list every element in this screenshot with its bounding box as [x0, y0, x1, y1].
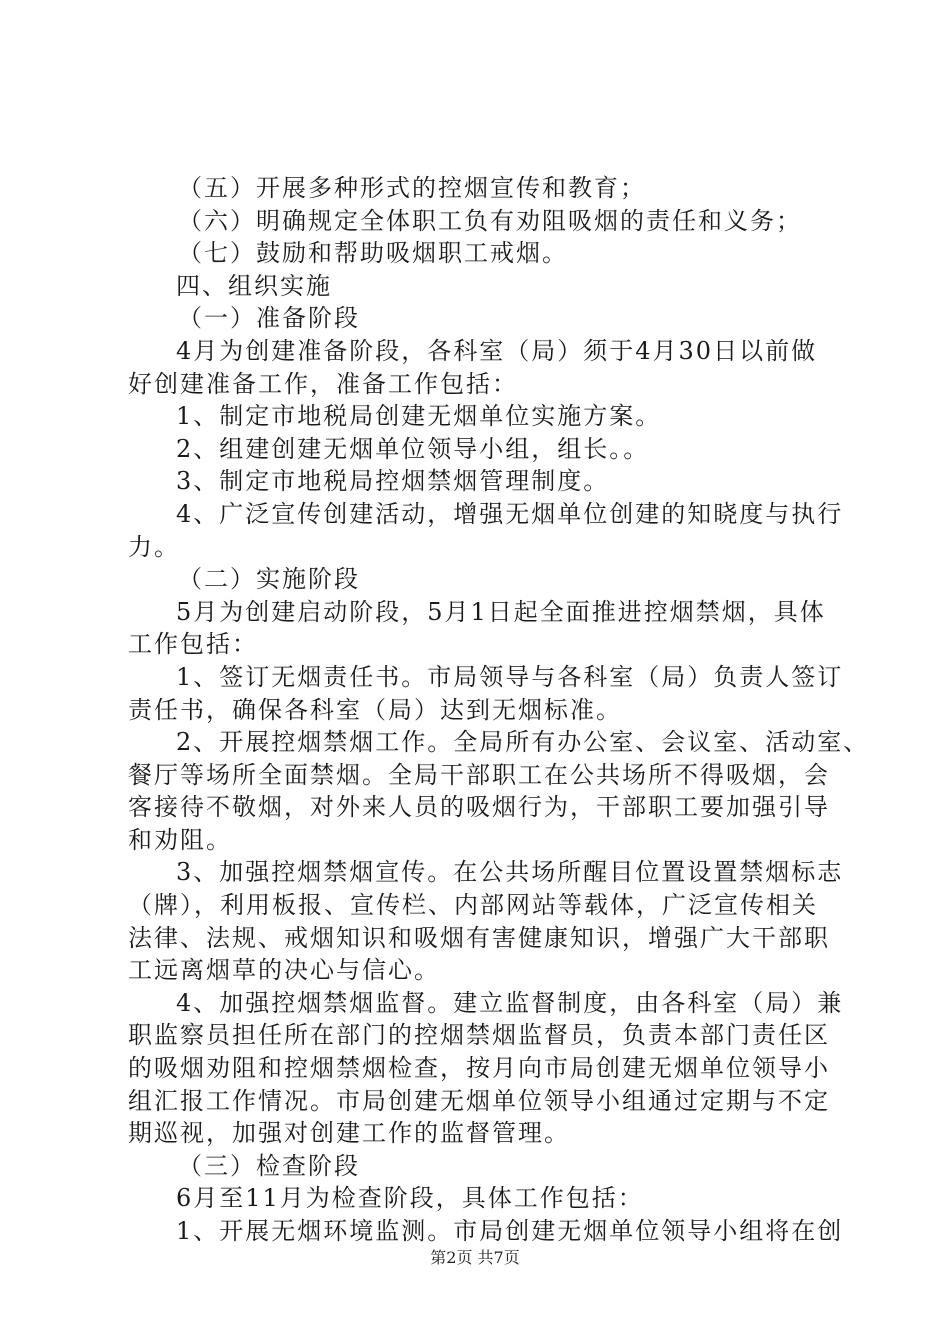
text-line: 责任书，确保各科室（局）达到无烟标准。 — [128, 695, 622, 724]
text-line: 餐厅等场所全面禁烟。全局干部职工在公共场所不得吸烟，会 — [128, 760, 830, 789]
text-line: 3、制定市地税局控烟禁烟管理制度。 — [176, 467, 610, 496]
text-line: 和劝阻。 — [128, 825, 232, 854]
text-line: （七）鼓励和帮助吸烟职工戒烟。 — [178, 239, 568, 268]
text-line: 法律、法规、戒烟知识和吸烟有害健康知识，增强广大干部职 — [128, 923, 830, 952]
text-line: 期巡视，加强对创建工作的监督管理。 — [128, 1119, 570, 1148]
text-line: （五）开展多种形式的控烟宣传和教育； — [178, 174, 646, 202]
text-line: 3、加强控烟禁烟宣传。在公共场所醒目位置设置禁烟标志 — [176, 858, 844, 887]
text-line: 1、开展无烟环境监测。市局创建无烟单位领导小组将在创 — [176, 1217, 844, 1245]
text-line: 4、广泛宣传创建活动，增强无烟单位创建的知晓度与执行 — [176, 499, 844, 528]
text-line: 职监察员担任所在部门的控烟禁烟监督员，负责本部门责任区 — [128, 1021, 830, 1050]
page-footer: 第2页 共7页 — [430, 1248, 520, 1267]
text-line: 的吸烟劝阻和控烟禁烟检查，按月向市局创建无烟单位领导小 — [128, 1054, 830, 1083]
text-line: 4、加强控烟禁烟监督。建立监督制度，由各科室（局）兼 — [176, 988, 844, 1017]
text-line: 力。 — [128, 532, 180, 561]
text-line: （六）明确规定全体职工负有劝阻吸烟的责任和义务； — [178, 206, 802, 235]
text-line: 1、签订无烟责任书。市局领导与各科室（局）负责人签订 — [176, 662, 844, 691]
text-line: 工作包括： — [128, 630, 258, 659]
text-line: 2、开展控烟禁烟工作。全局所有办公室、会议室、活动室、 — [176, 728, 870, 757]
text-line: 好创建准备工作，准备工作包括： — [128, 369, 518, 398]
text-line: 四、组织实施 — [176, 271, 332, 300]
document-body — [128, 172, 870, 1248]
text-line: 5月为创建启动阶段，5月1日起全面推进控烟禁烟，具体 — [176, 597, 826, 626]
text-line: 4月为创建准备阶段，各科室（局）须于4月30日以前做 — [176, 336, 818, 365]
text-line: 客接待不敬烟，对外来人员的吸烟行为，干部职工要加强引导 — [128, 793, 830, 822]
text-line: （二）实施阶段 — [178, 565, 360, 594]
text-line: 工远离烟草的决心与信心。 — [128, 956, 440, 985]
text-line: 1、制定市地税局创建无烟单位实施方案。 — [176, 402, 662, 431]
text-line: 6月至11月为检查阶段，具体工作包括： — [176, 1184, 644, 1213]
text-line: （牌），利用板报、宣传栏、内部网站等载体，广泛宣传相关 — [128, 891, 818, 920]
text-line: 2、组建创建无烟单位领导小组，组长。。 — [176, 434, 650, 463]
text-line: 组汇报工作情况。市局创建无烟单位领导小组通过定期与不定 — [128, 1086, 830, 1115]
text-line: （一）准备阶段 — [178, 304, 360, 333]
text-line: （三）检查阶段 — [178, 1151, 360, 1180]
